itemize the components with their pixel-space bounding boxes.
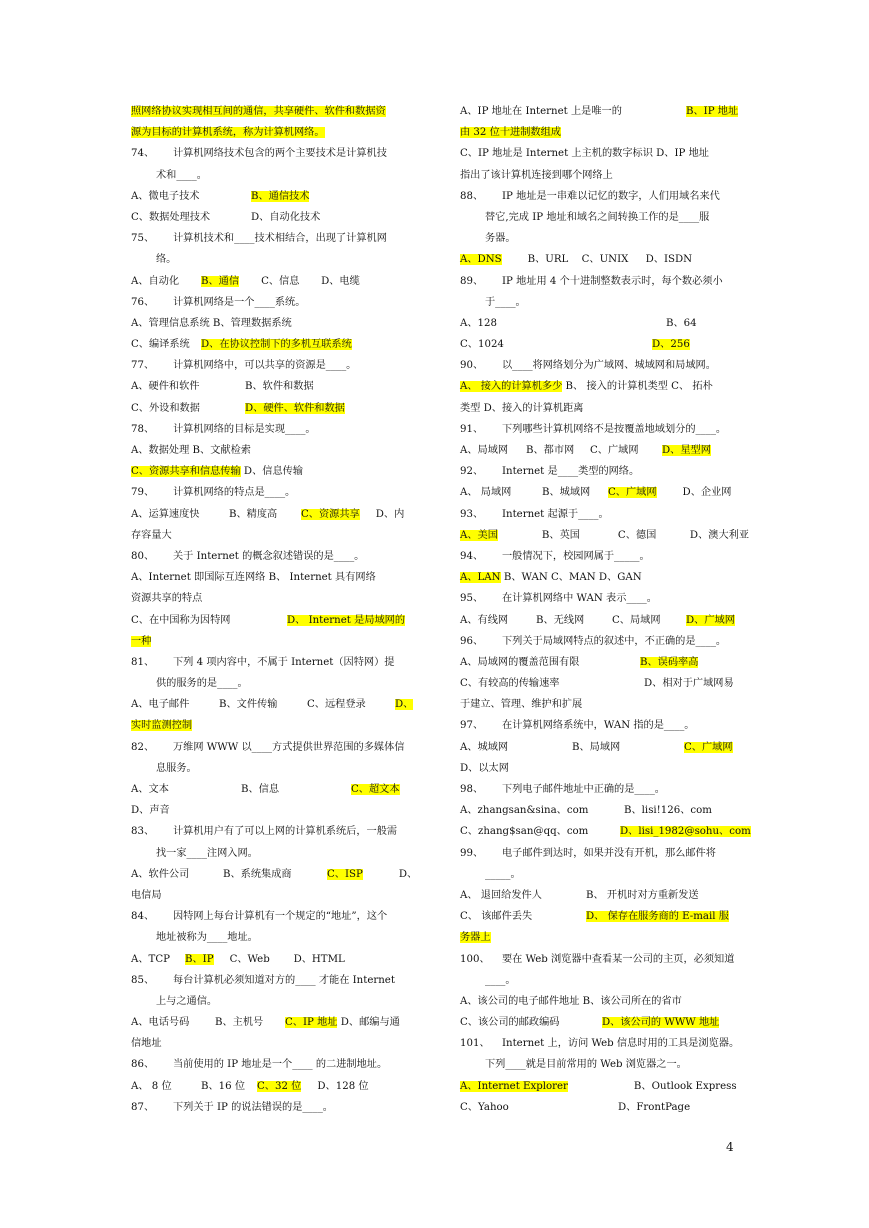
text-segment: 上与之通信。 [156, 995, 218, 1007]
question-77 [131, 355, 408, 376]
text-segment: B、系统集成商 [223, 868, 292, 880]
text-segment: 87、 [131, 1101, 155, 1113]
text-segment: B、都市网 [526, 445, 575, 456]
question-93 [460, 504, 738, 525]
answer-highlight: 务器上 [460, 932, 491, 944]
text-segment: 要在 Web 浏览器中查看某一公司的主页，必须知道 [502, 953, 735, 965]
text-segment: D、内 [375, 508, 405, 520]
text-segment: 83、 [131, 826, 155, 838]
text-segment: C、数据处理技术 [131, 211, 211, 223]
answer-highlight: 一种 [131, 635, 152, 647]
text-segment: D、自动化技术 [251, 211, 321, 223]
answer-highlight: D、该公司的 WWW 地址 [602, 1017, 720, 1029]
intro-line: 照网络协议实现相互间的通信，共享硬件、软件和数据资 [131, 106, 386, 117]
text-segment: A、管理信息系统 B、管理数据系统 [131, 317, 292, 329]
answer-highlight: D、在协议控制下的多机互联系统 [201, 339, 352, 351]
text-segment: B、 接入的计算机类型 C、 拓朴 [562, 381, 713, 393]
text-segment: B、Outlook Express [633, 1080, 737, 1092]
text-segment: 下列关于 IP 的说法错误的是____。 [173, 1101, 333, 1113]
text-segment: 下列哪些计算机网络不是按覆盖地域划分的____。 [502, 423, 727, 435]
text-segment: 计算机用户有了可以上网的计算机系统后，一般需 [173, 826, 398, 838]
question-85 [131, 970, 408, 991]
text-segment: A、IP 地址在 Internet 上是唯一的 [460, 106, 622, 117]
text-segment: 电子邮件到达时，如果并没有开机，那么邮件将 [502, 847, 716, 859]
text-segment: 找一家____注网入网。 [156, 847, 258, 859]
text-segment: B、URL [527, 254, 569, 266]
text-segment: Internet 上，访问 Web 信息时用的工具是浏览器。 [502, 1038, 740, 1050]
text-segment: D、相对于广域网易 [644, 678, 734, 690]
text-segment: B、16 位 [201, 1080, 246, 1092]
answer-highlight: C、32 位 [257, 1080, 302, 1092]
text-segment: B、英国 [541, 529, 580, 541]
text-segment: A、128 [460, 317, 497, 329]
question-99 [460, 843, 738, 864]
text-segment: C、IP 地址是 Internet 上主机的数字标识 D、IP 地址 [460, 148, 709, 160]
text-segment: A、局域网的覆盖范围有限 [460, 656, 580, 668]
intro-line: 源为目标的计算机系统，称为计算机网络。 [131, 127, 325, 139]
text-segment: 93、 [460, 508, 484, 520]
text-segment: 101、 [460, 1038, 490, 1050]
text-segment: 息服务。 [156, 762, 197, 774]
question-87 [131, 1097, 408, 1118]
page-number: 4 [726, 1140, 734, 1154]
text-segment: B、 开机时对方重新发送 [586, 889, 699, 901]
text-segment: A、电话号码 [131, 1017, 190, 1029]
text-segment: Internet 是____类型的网络。 [502, 466, 640, 478]
question-80 [131, 546, 408, 567]
text-segment: 96、 [460, 635, 484, 647]
text-segment: 计算机网络是一个____系统。 [173, 296, 306, 308]
answer-highlight: D、 [395, 699, 414, 711]
answer-highlight: A、 接入的计算机多少 [460, 381, 563, 393]
text-segment: B、文件传输 [219, 699, 278, 711]
text-segment: 88、 [460, 190, 484, 202]
text-segment: 92、 [460, 466, 484, 478]
text-segment: 络。 [156, 254, 177, 266]
question-97 [460, 715, 738, 736]
text-segment: B、64 [666, 317, 697, 329]
answer-highlight: C、超文本 [351, 784, 400, 795]
text-segment: B、主机号 [215, 1017, 264, 1029]
text-segment: 计算机技术和____技术相结合，出现了计算机网 [173, 233, 387, 245]
text-segment: 100、 [460, 953, 490, 965]
text-segment: C、UNIX [581, 254, 629, 266]
text-segment: 85、 [131, 974, 155, 986]
text-segment: A、局域网 [460, 445, 509, 456]
text-segment: A、城域网 [460, 741, 509, 753]
text-segment: 86、 [131, 1059, 155, 1071]
text-segment: D、澳大利亚 [689, 529, 750, 541]
question-83 [131, 821, 408, 842]
question-74 [131, 143, 408, 164]
text-segment: C、1024 [460, 339, 504, 351]
text-segment: 97、 [460, 720, 484, 732]
text-segment: 下列电子邮件地址中正确的是____。 [502, 784, 665, 795]
text-segment: C、编译系统 [131, 339, 190, 351]
text-segment: C、在中国称为因特网 [131, 614, 231, 626]
text-segment: D、声音 [131, 805, 170, 817]
text-segment: B、lisi!126、com [624, 805, 712, 817]
text-segment: IP 地址用 4 个十进制整数表示时，每个数必须小 [502, 275, 723, 287]
question-87-options [460, 101, 738, 122]
text-segment: D、 [398, 868, 418, 880]
left-column [131, 101, 418, 1118]
text-segment: 以____将网络划分为广域网、城域网和局域网。 [502, 360, 716, 372]
text-segment: A、该公司的电子邮件地址 B、该公司所在的省市 [460, 995, 682, 1007]
text-segment: A、TCP [131, 953, 170, 965]
question-94 [460, 546, 738, 567]
text-segment: 每台计算机必须知道对方的____ 才能在 Internet [173, 974, 395, 986]
text-segment: B、WAN C、MAN D、GAN [500, 572, 642, 584]
text-segment: 资源共享的特点 [131, 593, 203, 605]
text-segment: 下列关于局域网特点的叙述中，不正确的是____。 [502, 635, 727, 647]
answer-highlight: C、IP 地址 [285, 1017, 338, 1029]
question-89 [460, 271, 738, 292]
text-segment: 84、 [131, 911, 155, 923]
question-101 [460, 1033, 738, 1054]
text-segment: 81、 [131, 656, 155, 668]
question-78 [131, 419, 408, 440]
text-segment: C、信息 [261, 275, 300, 287]
text-segment: 地址被称为____地址。 [156, 932, 258, 944]
text-segment: 计算机网络的目标是实现____。 [173, 423, 316, 435]
text-segment: 计算机网络的特点是____。 [173, 487, 296, 499]
text-segment: 98、 [460, 784, 484, 795]
text-segment: 指出了该计算机连接到哪个网络上 [460, 169, 613, 181]
text-segment: A、 局域网 [460, 487, 512, 499]
text-segment: 信地址 [131, 1038, 162, 1050]
text-segment: 下列____就是目前常用的 Web 浏览器之一。 [485, 1059, 687, 1071]
text-segment: D、ISDN [645, 254, 693, 266]
text-segment: 74、 [131, 148, 155, 160]
question-75 [131, 228, 408, 249]
question-91 [460, 419, 738, 440]
text-segment: 当前使用的 IP 地址是一个____ 的二进制地址。 [173, 1059, 388, 1071]
text-segment: 78、 [131, 423, 155, 435]
text-segment: 79、 [131, 487, 155, 499]
text-segment: A、有线网 [460, 614, 509, 626]
text-segment: A、运算速度快 [131, 508, 200, 520]
text-segment: B、软件和数据 [245, 381, 314, 393]
text-segment: 因特网上每台计算机有一个规定的“地址”，这个 [173, 911, 388, 923]
text-segment: D、128 位 [317, 1080, 369, 1092]
question-90 [460, 355, 738, 376]
option-a: A、微电子技术 [131, 190, 200, 202]
question-98 [460, 779, 738, 800]
text-segment: C、Web [229, 953, 270, 965]
text-segment: 电信局 [131, 889, 162, 901]
text-segment: A、自动化 [131, 275, 180, 287]
question-79 [131, 482, 408, 503]
answer-highlight: C、资源共享 [301, 508, 360, 520]
text-segment: 95、 [460, 593, 484, 605]
text-segment: B、精度高 [229, 508, 278, 520]
text-segment: 90、 [460, 360, 484, 372]
text-segment: 80、 [131, 550, 155, 562]
text-segment: 计算机网络中，可以共享的资源是____。 [173, 360, 357, 372]
text-segment: B、局域网 [572, 741, 621, 753]
question-82 [131, 737, 408, 758]
answer-highlight: A、Internet Explorer [460, 1080, 568, 1092]
text-segment: A、电子邮件 [131, 699, 190, 711]
text-segment: A、 8 位 [131, 1080, 172, 1092]
answer-highlight: A、LAN [460, 572, 501, 584]
text-segment: 于____。 [485, 296, 526, 308]
text-segment: C、Yahoo [460, 1101, 509, 1113]
text-segment: B、无线网 [536, 614, 585, 626]
text-segment: 75、 [131, 233, 155, 245]
text-segment: 关于 Internet 的概念叙述错误的是____。 [173, 550, 365, 562]
answer-highlight: D、星型网 [662, 445, 711, 456]
text-segment: 76、 [131, 296, 155, 308]
text-segment: 存容量大 [131, 529, 172, 541]
text-segment: D、以太网 [460, 762, 509, 774]
answer-highlight: A、DNS [460, 254, 502, 266]
answer-highlight: B、通信技术 [251, 190, 310, 202]
text-segment: A、Internet 即国际互连网络 B、 Internet 具有网络 [131, 572, 376, 584]
text-segment: Internet 起源于____。 [502, 508, 609, 520]
text-segment: C、局域网 [612, 614, 661, 626]
text-segment: 94、 [460, 550, 484, 562]
text-segment: C、广域网 [590, 445, 639, 456]
answer-highlight: 由 32 位十进制数组成 [460, 127, 561, 139]
text-segment: A、文本 [131, 784, 169, 795]
question-81 [131, 652, 408, 673]
text-segment: B、信息 [241, 784, 280, 795]
text-segment: D、企业网 [682, 487, 732, 499]
text-segment: 务器。 [485, 233, 516, 245]
text-segment: B、城域网 [542, 487, 591, 499]
answer-highlight: D、广域网 [686, 614, 735, 626]
text-segment: D、电缆 [321, 275, 360, 287]
answer-highlight: 实时监测控制 [131, 720, 193, 732]
text-segment: 82、 [131, 741, 155, 753]
text-segment: 77、 [131, 360, 155, 372]
text-segment: C、远程登录 [307, 699, 366, 711]
question-100 [460, 949, 738, 970]
text-segment: 万维网 WWW 以____方式提供世界范围的多媒体信 [173, 741, 405, 753]
text-segment: 99、 [460, 847, 484, 859]
answer-highlight: D、lisi_1982@sohu、com [620, 826, 751, 838]
text-segment: _____。 [485, 868, 521, 880]
text-segment: 替它,完成 IP 地址和域名之间转换工作的是____服 [485, 211, 710, 223]
text-segment: 于建立、管理、维护和扩展 [460, 699, 583, 711]
answer-highlight: C、广域网 [608, 487, 657, 499]
question-84 [131, 906, 408, 927]
text-segment: C、外设和数据 [131, 402, 200, 414]
text-segment: A、zhangsan&sina、com [460, 805, 589, 817]
text-segment: A、 退回给发件人 [460, 889, 542, 901]
text-segment: C、该公司的邮政编码 [460, 1017, 560, 1029]
text-segment: C、有较高的传输速率 [460, 678, 560, 690]
answer-highlight: B、误码率高 [640, 656, 699, 668]
right-column [460, 101, 751, 1118]
answer-highlight: B、IP 地址 [686, 106, 739, 117]
question-92 [460, 461, 738, 482]
answer-highlight: C、资源共享和信息传输 [131, 466, 241, 478]
answer-highlight: D、256 [652, 339, 690, 351]
text-segment: D、邮编与通 [337, 1017, 400, 1029]
text-segment: A、数据处理 B、文献检索 [131, 445, 251, 456]
text-segment: 在计算机网络中 WAN 表示____。 [502, 593, 657, 605]
answer-highlight: D、 Internet 是局域网的 [287, 614, 406, 626]
text-segment: 计算机网络技术包含的两个主要技术是计算机技 [173, 148, 387, 160]
text-segment: D、FrontPage [618, 1101, 691, 1113]
answer-highlight: A、美国 [460, 529, 498, 541]
text-segment: 术和____。 [156, 169, 207, 181]
question-86 [131, 1054, 408, 1075]
text-segment: 供的服务的是____。 [156, 678, 248, 690]
text-segment: D、HTML [293, 953, 345, 965]
answer-highlight: B、IP [185, 953, 214, 965]
question-96 [460, 631, 738, 652]
text-segment: D、信息传输 [240, 466, 304, 478]
text-segment: C、zhang$san@qq、com [460, 826, 589, 838]
question-88 [460, 186, 738, 207]
answer-highlight: B、通信 [201, 275, 240, 287]
text-segment: C、德国 [617, 529, 657, 541]
answer-highlight: D、 保存在服务商的 E-mail 服 [586, 911, 729, 923]
question-76 [131, 292, 408, 313]
text-segment: IP 地址是一串难以记忆的数字，人们用域名来代 [502, 190, 720, 202]
text-segment: A、软件公司 [131, 868, 190, 880]
question-95 [460, 588, 738, 609]
answer-highlight: D、硬件、软件和数据 [245, 402, 345, 414]
text-segment: ____。 [485, 974, 516, 986]
text-segment: 类型 D、接入的计算机距离 [460, 402, 584, 414]
answer-highlight: C、广域网 [684, 741, 733, 753]
text-segment: C、 该邮件丢失 [460, 911, 533, 923]
text-segment: A、硬件和软件 [131, 381, 200, 393]
text-segment: 89、 [460, 275, 484, 287]
text-segment: 91、 [460, 423, 484, 435]
answer-highlight: C、ISP [327, 868, 363, 880]
text-segment: 在计算机网络系统中，WAN 指的是____。 [502, 720, 695, 732]
text-segment: 一般情况下，校园网属于_____。 [502, 550, 650, 562]
text-segment: 下列 4 项内容中，不属于 Internet（因特网）提 [173, 656, 395, 668]
